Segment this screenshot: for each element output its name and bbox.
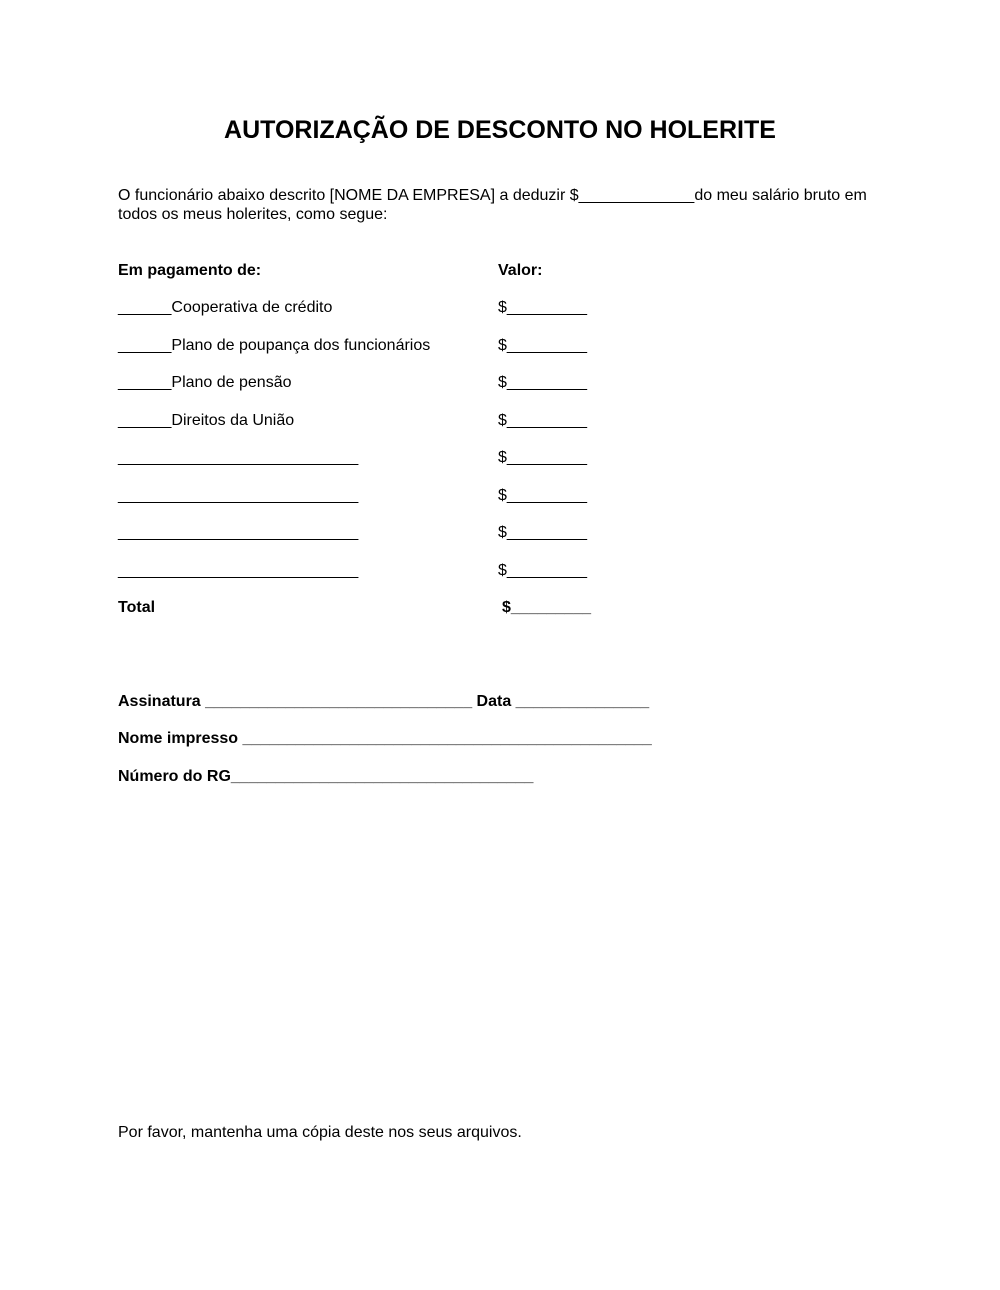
row-value-blank-2: $_________ bbox=[498, 487, 587, 504]
row-value-blank-3: $_________ bbox=[498, 524, 587, 541]
rg-number-line: Número do RG__________________________________ bbox=[118, 768, 534, 785]
row-item-blank-3: ___________________________ bbox=[118, 524, 359, 541]
row-value-union-dues: $_________ bbox=[498, 412, 587, 429]
total-value: $_________ bbox=[502, 599, 591, 616]
document-title: AUTORIZAÇÃO DE DESCONTO NO HOLERITE bbox=[224, 116, 776, 144]
header-value: Valor: bbox=[498, 262, 543, 279]
row-item-credit-union: ______Cooperativa de crédito bbox=[118, 299, 333, 316]
row-value-pension-plan: $_________ bbox=[498, 374, 587, 391]
header-payment: Em pagamento de: bbox=[118, 262, 262, 279]
row-value-blank-4: $_________ bbox=[498, 562, 587, 579]
row-item-blank-2: ___________________________ bbox=[118, 487, 359, 504]
row-value-savings-plan: $_________ bbox=[498, 337, 587, 354]
row-item-savings-plan: ______Plano de poupança dos funcionários bbox=[118, 337, 431, 354]
row-value-credit-union: $_________ bbox=[498, 299, 587, 316]
row-item-pension-plan: ______Plano de pensão bbox=[118, 374, 292, 391]
row-value-blank-1: $_________ bbox=[498, 449, 587, 466]
row-item-blank-4: ___________________________ bbox=[118, 562, 359, 579]
printed-name-line: Nome impresso ______________________________________________ bbox=[118, 730, 652, 747]
row-item-blank-1: ___________________________ bbox=[118, 449, 359, 466]
row-item-union-dues: ______Direitos da União bbox=[118, 412, 295, 429]
footer-note: Por favor, mantenha uma cópia deste nos seus arquivos. bbox=[118, 1124, 522, 1141]
intro-text-line-1: O funcionário abaixo descrito [NOME DA EMPRESA] a deduzir $_____________do meu salário bruto em bbox=[118, 187, 867, 204]
signature-date-line: Assinatura ______________________________ Data _______________ bbox=[118, 693, 650, 710]
intro-text-line-2: todos os meus holerites, como segue: bbox=[118, 206, 388, 223]
total-label: Total bbox=[118, 599, 156, 616]
